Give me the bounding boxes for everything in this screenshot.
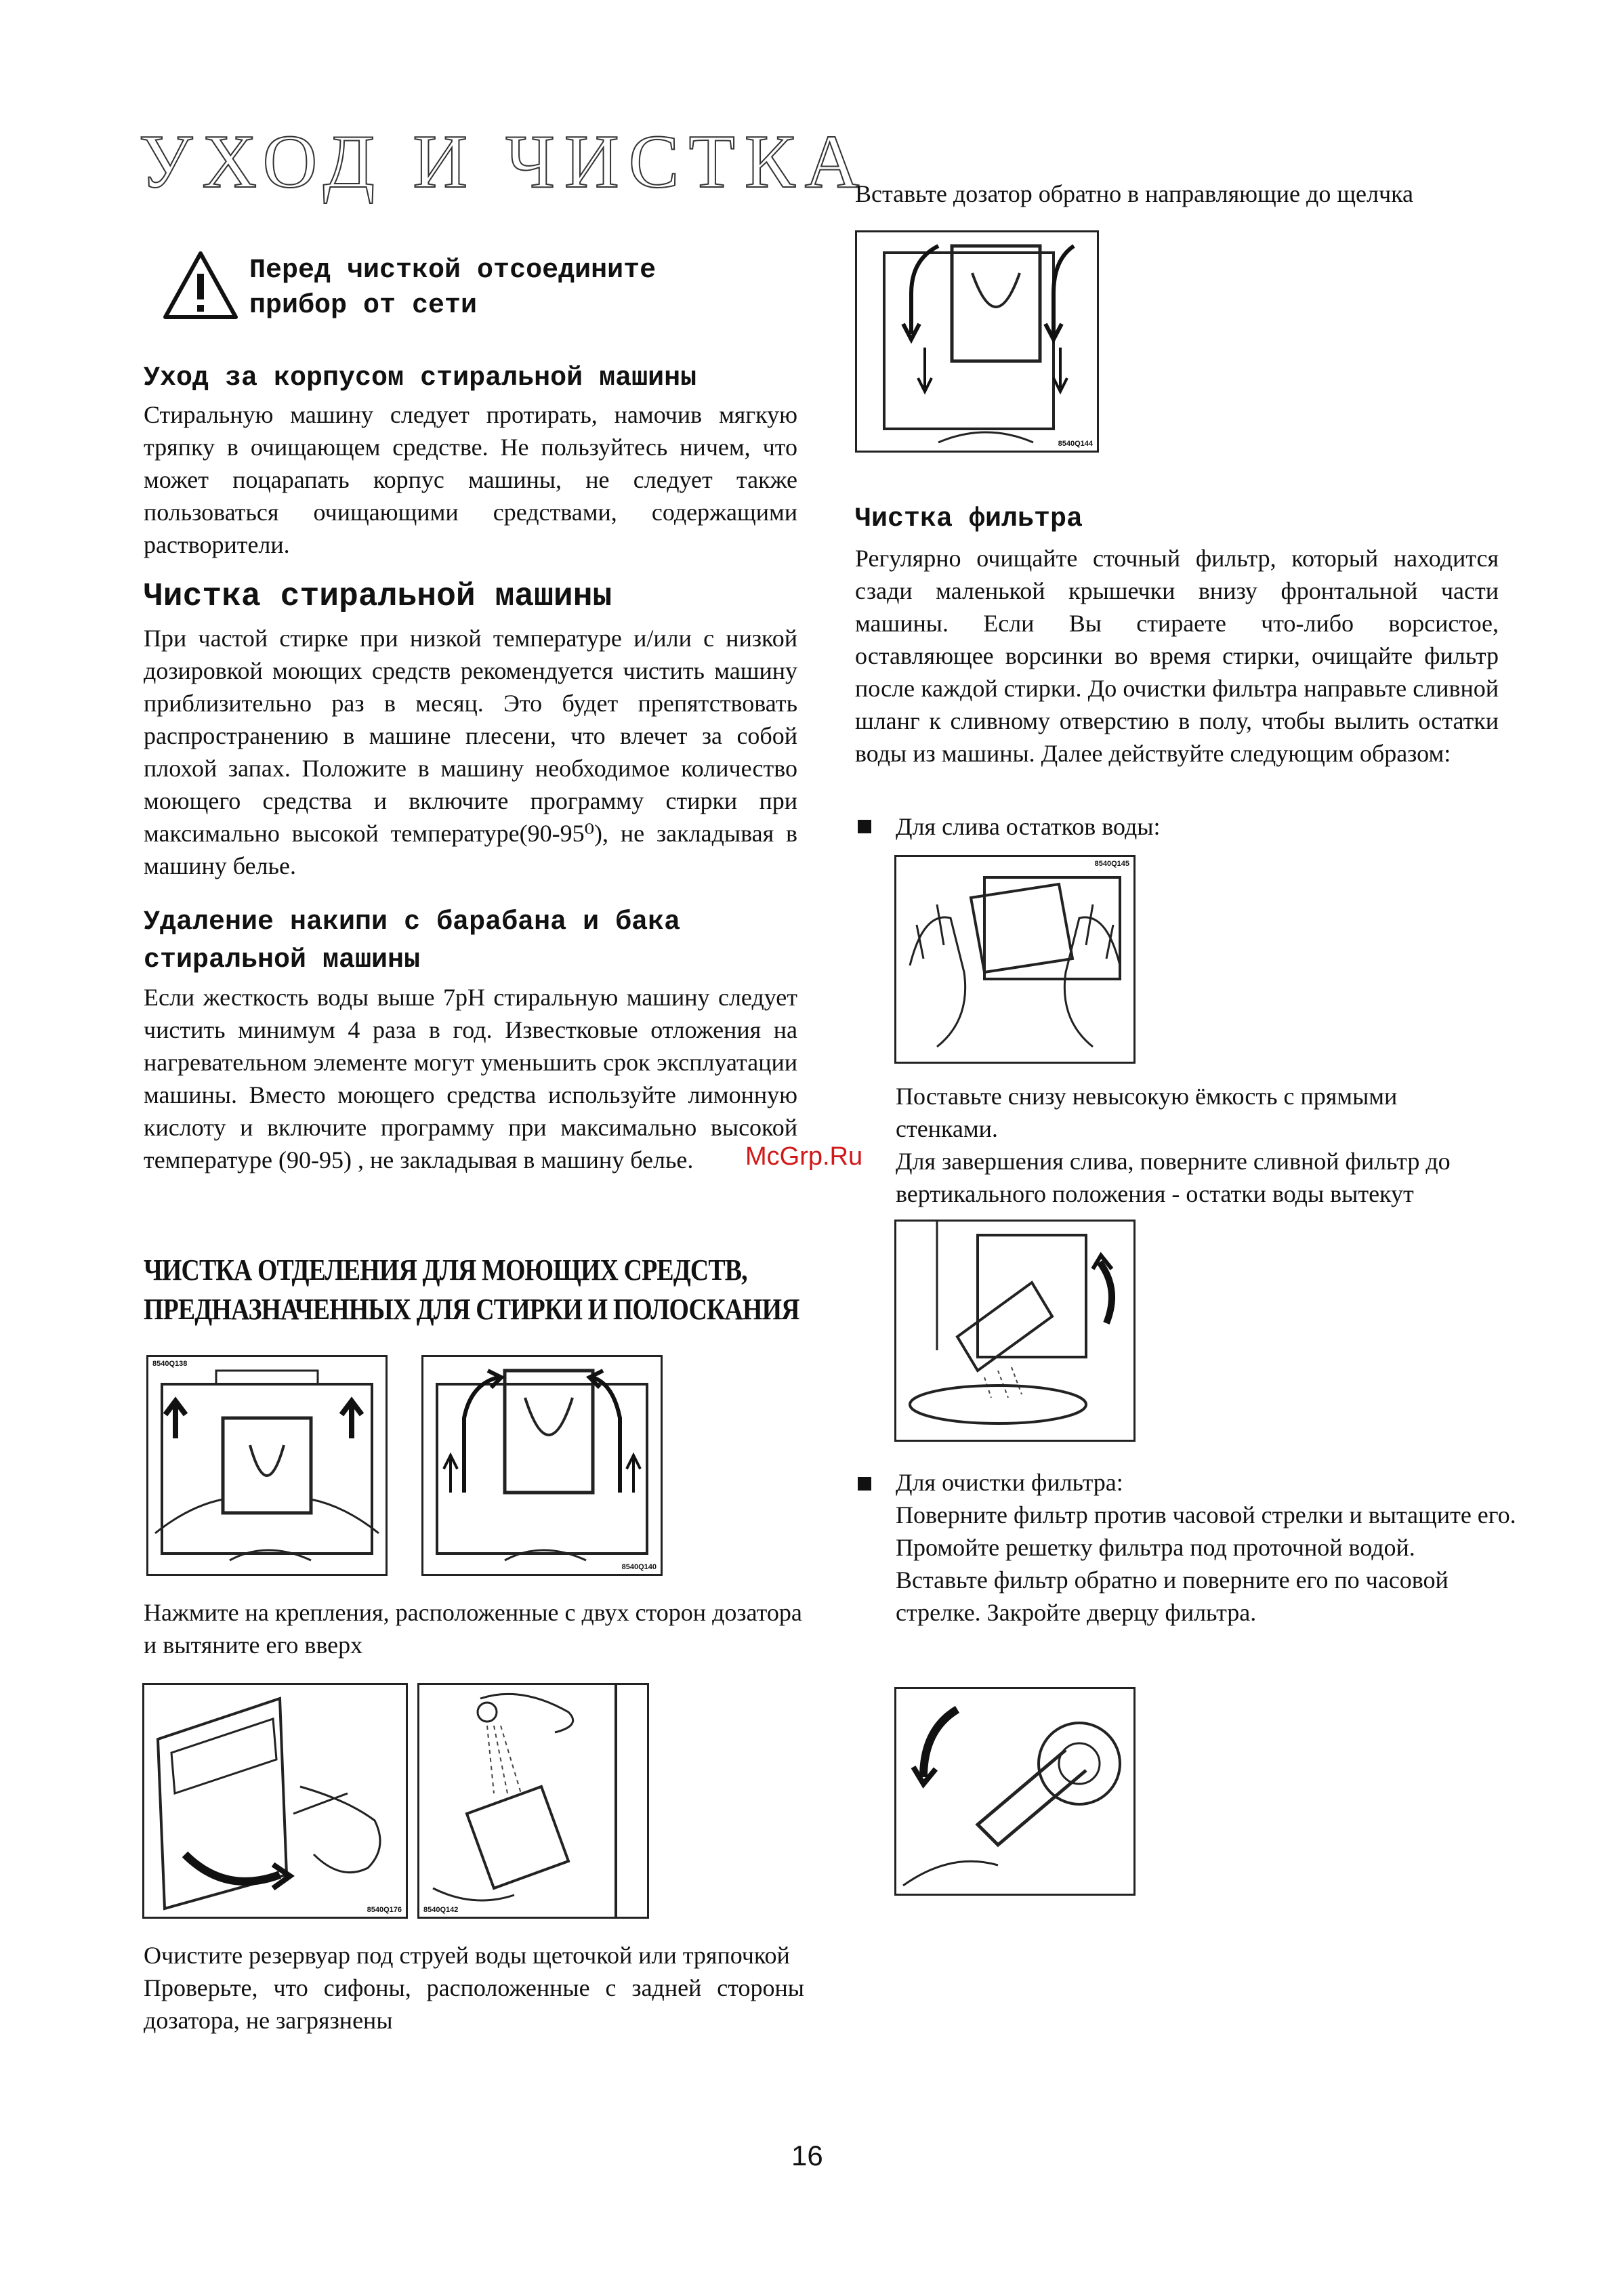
- descaling-heading-line-1: Удаление накипи с барабана и бака: [144, 907, 681, 938]
- section-heading-descaling: [144, 904, 797, 980]
- warning-line-2: прибор от сети: [249, 291, 478, 321]
- caption-filter-container: Поставьте снизу невысокую ёмкость с прямыми стенками.: [896, 1083, 1398, 1142]
- caption-dispenser-clean-line-2: Проверьте, что сифоны, расположенные с задней стороны дозатора, не загрязнены: [144, 1974, 804, 2034]
- caption-dispenser-release: Нажмите на крепления, расположенные с двух сторон дозатора и вытяните его вверх: [144, 1599, 802, 1659]
- dispenser-heading-line-2: ПРЕДНАЗНАЧЕННЫХ ДЛЯ СТИРКИ И ПОЛОСКАНИЯ: [144, 1293, 799, 1326]
- bullet-clean-filter: Для очистки фильтра:: [896, 1469, 1123, 1496]
- section-heading-dispenser: [144, 1251, 799, 1329]
- bullet-marker: [858, 1477, 871, 1491]
- figure-dispenser-clean: [142, 1683, 408, 1919]
- watermark: McGrp.Ru: [745, 1142, 863, 1171]
- figure-filter-remove: [894, 1687, 1136, 1896]
- page-number: 16: [791, 2140, 823, 2171]
- caption-filter-drain: Для завершения слива, поверните сливной фильтр до вертикального положения - остатки воды вытекут: [896, 1148, 1451, 1207]
- figure-code: 8540Q145: [1094, 860, 1129, 868]
- dispenser-heading-line-1: ЧИСТКА ОТДЕЛЕНИЯ ДЛЯ МОЮЩИХ СРЕДСТВ,: [144, 1253, 747, 1287]
- figure-dispenser-release: [146, 1355, 388, 1576]
- warning-icon: [163, 251, 238, 320]
- section-heading-machine-cleaning: Чистка стиральной машины: [144, 579, 612, 615]
- section-text-body-care: Стиральную машину следует протирать, намочив мягкую тряпку в очищающем средстве. Не пользуйтесь ничем, что может поцарапать корпус машины, не следует также пользоваться очищающими средствами, содержащими растворители.: [144, 401, 797, 558]
- figure-code: 8540Q144: [1058, 440, 1093, 448]
- section-text-descaling: Если жесткость воды выше 7pH стиральную машину следует чистить минимум 4 раза в год. Известковые отложения на нагревательном элементе могут уменьшить срок эксплуатации машины. Вместо моющего средства используйте лимонную кислоту и включите программу при максимально высокой температуре (90-95) , не закладывая в машину белье.: [144, 984, 797, 1173]
- figure-code: 8540Q140: [621, 1563, 657, 1571]
- figure-code: 8540Q176: [367, 1906, 402, 1914]
- bullet-marker: [858, 820, 871, 833]
- figure-dispenser-rinse: [417, 1683, 649, 1919]
- descaling-heading-line-2: стиральной машины: [144, 945, 421, 976]
- warning-text: [249, 253, 656, 324]
- section-text-filter: Регулярно очищайте сточный фильтр, который находится сзади маленькой крышечки внизу фронтальной части машины. Если Вы стираете что-либо ворсистое, оставляющее ворсинки во время стирки, очищайте фильтр после каждой стирки. До очистки фильтра направьте сливной шланг к сливному отверстию в полу, чтобы вылить остатки воды из машины. Далее действуйте следующим образом:: [855, 545, 1499, 767]
- section-heading-body-care: Уход за корпусом стиральной машины: [144, 363, 697, 394]
- bullet-drain-residue: Для слива остатков воды:: [896, 813, 1161, 840]
- figure-filter-drain-water: [894, 1220, 1136, 1442]
- figure-code: 8540Q142: [423, 1906, 459, 1914]
- caption-dispenser-clean: [144, 1939, 804, 2037]
- figure-code: 8540Q138: [152, 1360, 188, 1368]
- figure-dispenser-reinsert: [855, 230, 1099, 453]
- page-title: УХОД И ЧИСТКА: [139, 120, 869, 204]
- caption-dispenser-clean-line-1: Очистите резервуар под струей воды щеточкой или тряпочкой: [144, 1942, 790, 1969]
- warning-line-1: Перед чисткой отсоедините: [249, 255, 657, 286]
- figure-filter-drain-container: [894, 855, 1136, 1064]
- filter-clean-steps: Поверните фильтр против часовой стрелки и вытащите его. Промойте решетку фильтра под проточной водой. Вставьте фильтр обратно и поверните его по часовой стрелке. Закройте дверцу фильтра.: [896, 1501, 1516, 1626]
- caption-reinsert: Вставьте дозатор обратно в направляющие до щелчка: [855, 180, 1414, 207]
- section-text-machine-cleaning: При частой стирке при низкой температуре и/или с низкой дозировкой моющих средств рекомендуется чистить машину приблизительно раз в месяц. Это будет препятствовать распространению в машине плесени, что влечет за собой плохой запах. Положите в машину необходимое количество моющего средства и включите программу стирки при максимально высокой температуре(90-95⁰), не закладывая в машину белье.: [144, 625, 797, 879]
- section-heading-filter: Чистка фильтра: [855, 504, 1083, 535]
- figure-dispenser-pull-up: [421, 1355, 663, 1576]
